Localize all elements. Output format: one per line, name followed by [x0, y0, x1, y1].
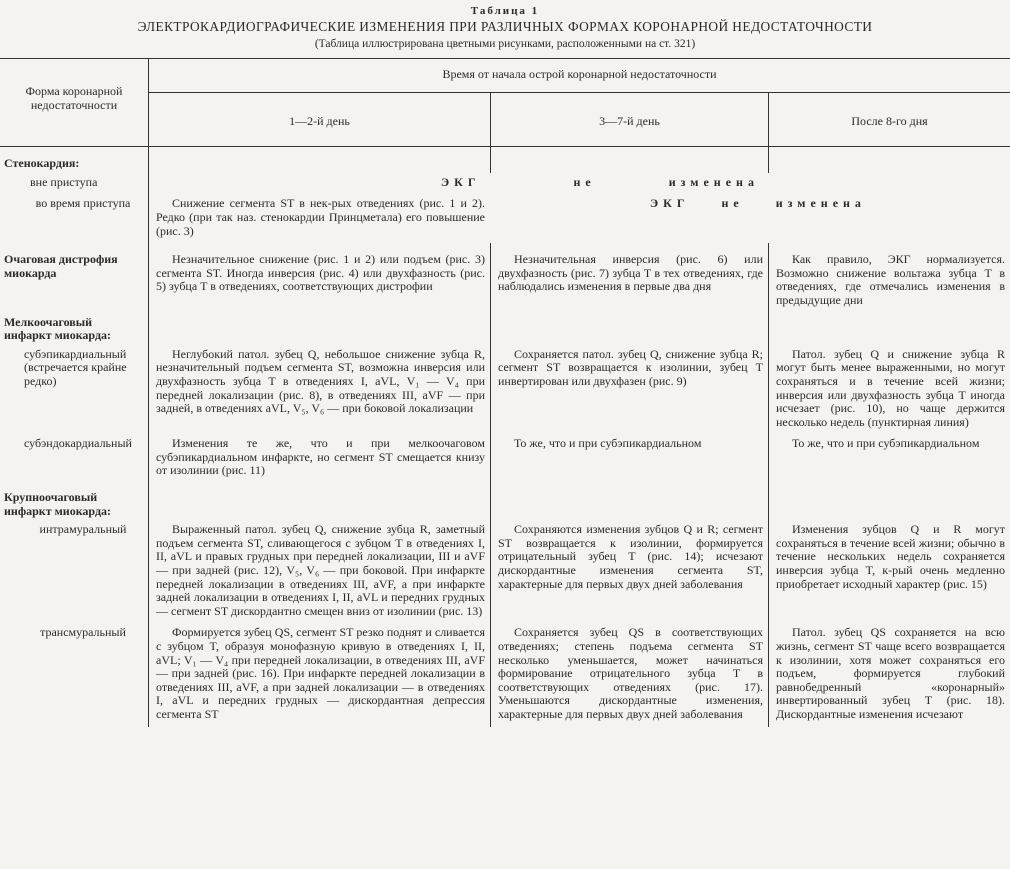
- cell-subendocardial-day3-7: То же, что и при субэпикардиальном: [490, 434, 768, 483]
- group-row-angina: [0, 147, 1010, 173]
- table-row-subepicardial: [0, 345, 1010, 435]
- span-not: не: [573, 174, 596, 189]
- table-row-intramural: [0, 520, 1010, 623]
- row-label-outside-attack: вне приступа: [30, 174, 98, 189]
- cell-subepicardial-after-day8: Патол. зубец Q и снижение зубца R могут быть менее выраженными, но могут сохраняться и в течение всей жизни; инверсия или двухфазность зубца T иногда исчезает (рис. 10), но чаще держится несколько недель (пунктирная линия): [768, 345, 1010, 435]
- table-title: ЭЛЕКТРОКАРДИОГРАФИЧЕСКИЕ ИЗМЕНЕНИЯ ПРИ РАЗЛИЧНЫХ ФОРМАХ КОРОНАРНОЙ НЕДОСТАТОЧНОСТИ: [137, 19, 873, 34]
- cell-intramural-day3-7: Сохраняются изменения зубцов Q и R; сегмент ST возвращается к изолинии, формируется отрицательный зубец T (рис. 14); исчезают дискордантные изменения сегмента ST, характерные для первых двух дней заболевания: [490, 520, 768, 623]
- table-subtitle: (Таблица иллюстрирована цветными рисунками, расположенными на ст. 321): [314, 38, 696, 50]
- cell-focal-dystrophy-after-day8: Как правило, ЭКГ нормализуется. Возможно снижение вольтажа зубца T в отведениях, где отмечались изменения в предыдущие дни: [768, 243, 1010, 312]
- table-row-transmural: [0, 623, 1010, 726]
- row-label-intramural: интрамуральный: [39, 522, 127, 537]
- cell-during-attack-day1-2: Снижение сегмента ST в нек-рых отведениях (рис. 1 и 2). Редко (при так наз. стенокардии Принцметала) его повышение (рис. 3): [148, 194, 490, 243]
- group-large-focal-infarction: Крупноочаговый инфаркт миокарда:: [4, 490, 112, 518]
- row-label-subepicardial: субэпикардиальный (встречается крайне редко): [24, 346, 127, 388]
- cell-subendocardial-day1-2: Изменения те же, что и при мелкоочаговом субэпикардиальном инфаркте, но сегмент ST смещается книзу от изолинии (рис. 11): [148, 434, 490, 483]
- cell-intramural-after-day8: Изменения зубцов Q и R могут сохраняться в течение всей жизни; обычно в течение нескольких недель сохраняется инверсия зубца T, к-рый очень медленно приобретает исходный характер (рис. 15): [768, 520, 1010, 623]
- table-row-outside-attack: [0, 173, 1010, 195]
- group-small-focal-infarction: Мелкоочаговый инфаркт миокарда:: [4, 314, 112, 343]
- table-row-subendocardial: [0, 434, 1010, 483]
- header-day1-2: 1—2-й день: [148, 93, 490, 147]
- cell-subepicardial-day1-2: Неглубокий патол. зубец Q, небольшое снижение зубца R, незначительный подъем сегмента ST, возможна инверсия или двухфазность зубца T в отведениях I, aVL, V₁ — V₄ при передней локализации (рис. 8), в отведениях III, aVF — при задней, в отведениях aVL, V₅, V₆ — при боковой локализации: [148, 345, 490, 435]
- cell-subendocardial-after-day8: То же, что и при субэпикардиальном: [768, 434, 1010, 483]
- group-focal-dystrophy: Очаговая дистрофия миокарда: [4, 252, 118, 280]
- cell-transmural-after-day8: Патол. зубец QS сохраняется на всю жизнь, сегмент ST чаще всего возвращается к изолинии, хотя может сохраняться его подъем, формируется глубокий равнобедренный «коронарный» инвертированный зубец T (рис. 18). Дискордантные изменения исчезают: [768, 623, 1010, 726]
- span-ekg-unchanged-text: ЭКГ не изменена: [650, 196, 866, 211]
- row-label-during-attack: во время приступа: [35, 196, 131, 211]
- header-after-day8: После 8-го дня: [768, 93, 1010, 147]
- row-label-transmural: трансмуральный: [40, 625, 126, 640]
- ecg-table: [0, 58, 1010, 727]
- table-number: Таблица 1: [470, 5, 540, 17]
- group-row-small-focal: [0, 313, 1010, 345]
- cell-subepicardial-day3-7: Сохраняется патол. зубец Q, снижение зубца R; сегмент ST возвращается к изолинии, зубец T инвертирован или двухфазен (рис. 9): [490, 345, 768, 435]
- header-day3-7: 3—7-й день: [490, 93, 768, 147]
- group-row-large-focal: [0, 483, 1010, 520]
- header-row: [0, 59, 1010, 147]
- title-block: [0, 0, 1010, 58]
- row-label-subendocardial: субэндокардиальный: [24, 436, 132, 451]
- span-ekg-unchanged: [490, 194, 1010, 243]
- cell-intramural-day1-2: Выраженный патол. зубец Q, снижение зубца R, заметный подъем сегмента ST, сливающегося с зубцом T в отведениях I, II, aVL и правых грудных при передней локализации, III и aVF — при задней (рис. 12), V₅, V₆ — при боковой. При инфаркте передней локализации в отведениях III, aVF, а при инфаркте задней локализации в отведениях I, II, aVL и передних грудных — сегмент ST дискордантно смещен вниз от изолинии (рис. 13): [148, 520, 490, 623]
- header-time: Время от начала острой коронарной недостаточности: [148, 59, 1010, 93]
- span-ekg: ЭКГ: [441, 174, 481, 189]
- table-row-during-attack: [0, 194, 1010, 243]
- header-form: Форма коронарной недостаточности: [25, 84, 123, 112]
- cell-transmural-day1-2: Формируется зубец QS, сегмент ST резко поднят и сливается с зубцом T, образуя монофазную кривую в отведениях I, II, aVL; V₁ — V₄ при передней локализации, в отведениях III, aVF — при задней (рис. 16). При инфаркте передней локализации в отведениях III, aVF, а при задней локализации — в отведениях I, aVL и передних грудных — дискордантная депрессия сегмента ST: [148, 623, 490, 726]
- table-row-focal-dystrophy: [0, 243, 1010, 312]
- cell-transmural-day3-7: Сохраняется зубец QS в соответствующих отведениях; степень подъема сегмента ST несколько уменьшается, может начинаться формирование отрицательного зубца T в соответствующих отведениях (рис. 17). Уменьшаются дискордантные изменения, характерные для первых двух дней заболевания: [490, 623, 768, 726]
- span-changed: изменена: [668, 174, 759, 189]
- cell-focal-dystrophy-day3-7: Незначительная инверсия (рис. 6) или двухфазность (рис. 7) зубца T в тех отведениях, где наблюдались изменения в первые два дня: [490, 243, 768, 312]
- group-angina: Стенокардия:: [4, 156, 80, 171]
- span-ekg-unchanged-all: [148, 173, 1010, 195]
- cell-focal-dystrophy-day1-2: Незначительное снижение (рис. 1 и 2) или подъем (рис. 3) сегмента ST. Иногда инверсия (рис. 4) или двухфазность (рис. 5) зубца T в отведениях, соответствующих дистрофии: [148, 243, 490, 312]
